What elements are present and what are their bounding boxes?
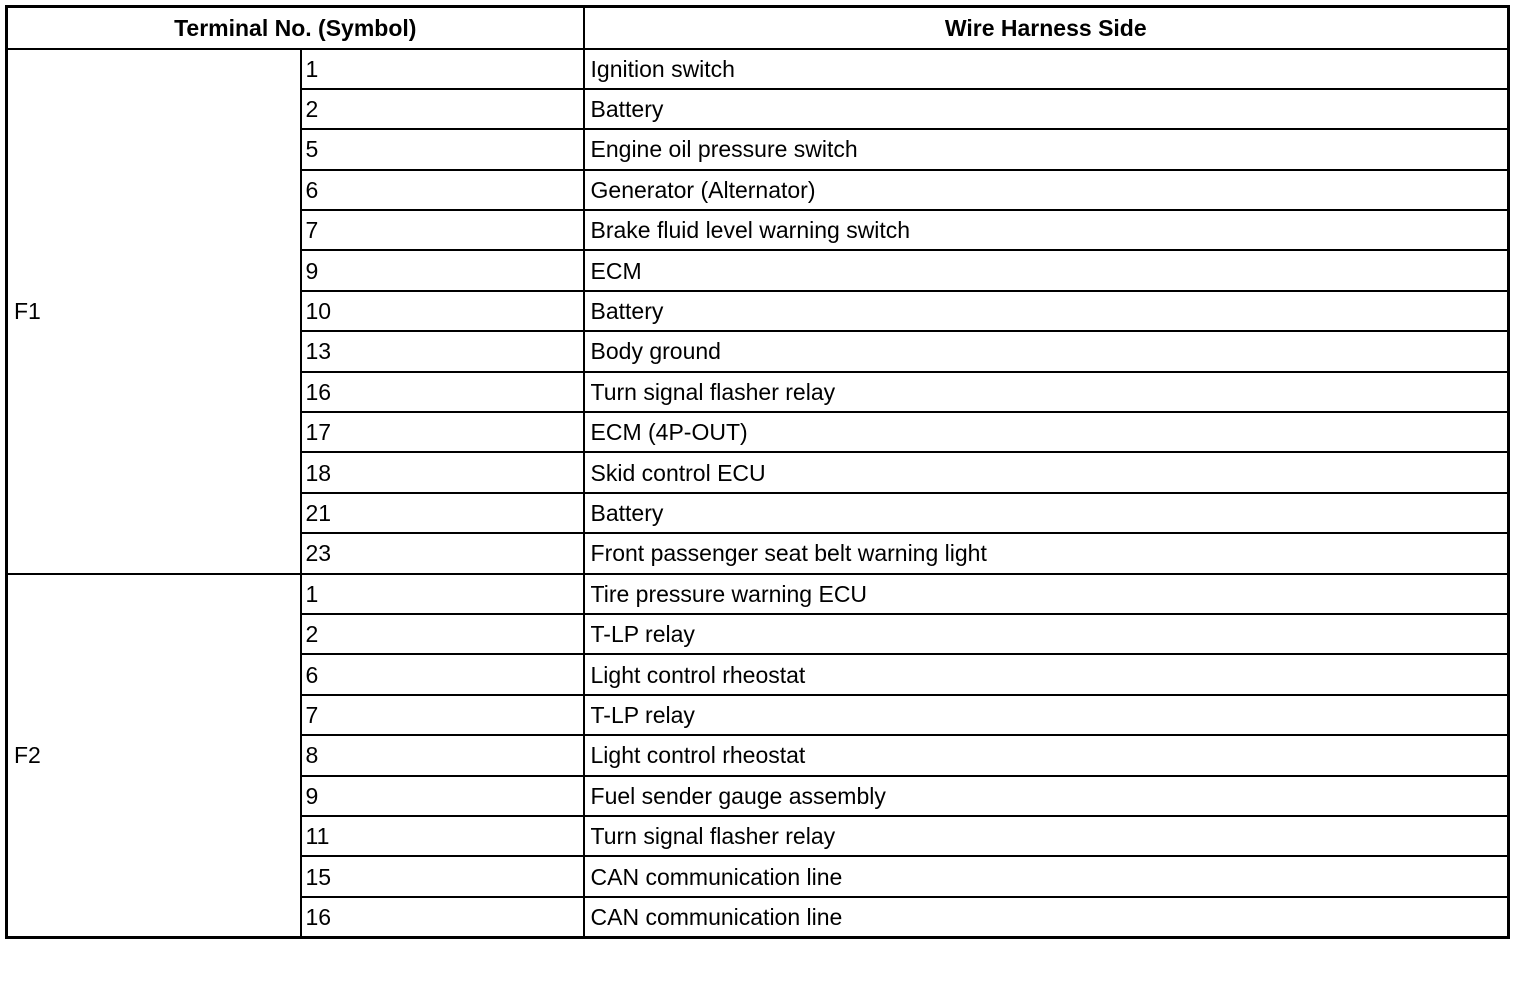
terminal-pin-cell: 7 bbox=[301, 695, 584, 735]
terminal-pin-cell: 13 bbox=[301, 331, 584, 371]
header-terminal-no: Terminal No. (Symbol) bbox=[7, 7, 584, 49]
wire-harness-cell: Skid control ECU bbox=[584, 452, 1509, 492]
wire-harness-cell: Battery bbox=[584, 89, 1509, 129]
wire-harness-cell: CAN communication line bbox=[584, 897, 1509, 937]
terminal-pin-cell: 16 bbox=[301, 897, 584, 937]
wire-harness-cell: ECM (4P-OUT) bbox=[584, 412, 1509, 452]
terminal-pin-cell: 2 bbox=[301, 614, 584, 654]
table-row bbox=[7, 574, 1509, 614]
terminal-pin-cell: 16 bbox=[301, 372, 584, 412]
header-wire-harness-side: Wire Harness Side bbox=[584, 7, 1509, 49]
wire-harness-cell: T-LP relay bbox=[584, 695, 1509, 735]
connector-cell: F2 bbox=[7, 574, 301, 938]
terminal-pin-cell: 9 bbox=[301, 250, 584, 290]
wire-harness-cell: Body ground bbox=[584, 331, 1509, 371]
table-row bbox=[7, 49, 1509, 89]
wire-harness-cell: Turn signal flasher relay bbox=[584, 816, 1509, 856]
wire-harness-cell: Front passenger seat belt warning light bbox=[584, 533, 1509, 573]
terminal-pin-cell: 11 bbox=[301, 816, 584, 856]
terminal-pin-cell: 15 bbox=[301, 856, 584, 896]
terminal-pin-cell: 8 bbox=[301, 735, 584, 775]
terminal-table-container bbox=[5, 5, 1510, 939]
terminal-table bbox=[5, 5, 1510, 939]
terminal-pin-cell: 5 bbox=[301, 129, 584, 169]
terminal-pin-cell: 6 bbox=[301, 170, 584, 210]
terminal-pin-cell: 17 bbox=[301, 412, 584, 452]
terminal-pin-cell: 18 bbox=[301, 452, 584, 492]
wire-harness-cell: Light control rheostat bbox=[584, 654, 1509, 694]
terminal-pin-cell: 10 bbox=[301, 291, 584, 331]
terminal-pin-cell: 7 bbox=[301, 210, 584, 250]
wire-harness-cell: Battery bbox=[584, 291, 1509, 331]
wire-harness-cell: Turn signal flasher relay bbox=[584, 372, 1509, 412]
wire-harness-cell: Engine oil pressure switch bbox=[584, 129, 1509, 169]
table-header-row bbox=[7, 7, 1509, 49]
terminal-pin-cell: 9 bbox=[301, 776, 584, 816]
connector-cell: F1 bbox=[7, 49, 301, 574]
wire-harness-cell: Fuel sender gauge assembly bbox=[584, 776, 1509, 816]
terminal-pin-cell: 1 bbox=[301, 49, 584, 89]
terminal-pin-cell: 2 bbox=[301, 89, 584, 129]
terminal-pin-cell: 6 bbox=[301, 654, 584, 694]
wire-harness-cell: ECM bbox=[584, 250, 1509, 290]
terminal-pin-cell: 21 bbox=[301, 493, 584, 533]
wire-harness-cell: Ignition switch bbox=[584, 49, 1509, 89]
table-body bbox=[7, 49, 1509, 938]
terminal-pin-cell: 1 bbox=[301, 574, 584, 614]
wire-harness-cell: Light control rheostat bbox=[584, 735, 1509, 775]
wire-harness-cell: Tire pressure warning ECU bbox=[584, 574, 1509, 614]
wire-harness-cell: T-LP relay bbox=[584, 614, 1509, 654]
wire-harness-cell: Battery bbox=[584, 493, 1509, 533]
wire-harness-cell: Generator (Alternator) bbox=[584, 170, 1509, 210]
wire-harness-cell: CAN communication line bbox=[584, 856, 1509, 896]
wire-harness-cell: Brake fluid level warning switch bbox=[584, 210, 1509, 250]
terminal-pin-cell: 23 bbox=[301, 533, 584, 573]
